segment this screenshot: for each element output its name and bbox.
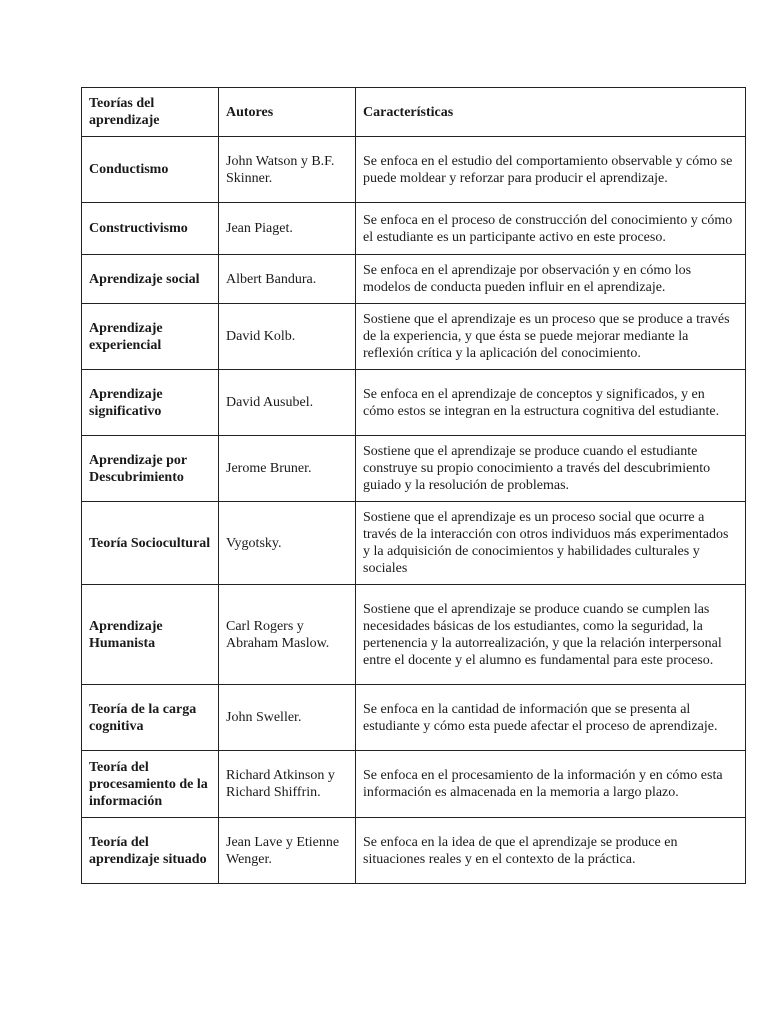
characteristics-cell: Se enfoca en la cantidad de información que se presenta al estudiante y cómo esta puede afectar el proceso de aprendizaje. bbox=[356, 685, 746, 751]
characteristics-cell: Sostiene que el aprendizaje se produce cuando se cumplen las necesidades básicas de los estudiantes, como la seguridad, la pertenencia y la autorrealización, y que la relación interpersonal entre el docente y el alumno es fundamental para este proceso. bbox=[356, 585, 746, 685]
characteristics-cell: Sostiene que el aprendizaje es un proceso que se produce a través de la experiencia, y que ésta se puede mejorar mediante la reflexión crítica y la aplicación del conocimiento. bbox=[356, 304, 746, 370]
header-characteristics: Características bbox=[356, 88, 746, 137]
characteristics-cell: Se enfoca en el estudio del comportamiento observable y cómo se puede moldear y reforzar para producir el aprendizaje. bbox=[356, 137, 746, 203]
theory-cell: Teoría del procesamiento de la información bbox=[82, 751, 219, 818]
header-authors: Autores bbox=[219, 88, 356, 137]
table-row bbox=[82, 751, 746, 818]
authors-cell: Jean Piaget. bbox=[219, 203, 356, 255]
authors-cell: Jean Lave y Etienne Wenger. bbox=[219, 818, 356, 884]
header-row bbox=[82, 88, 746, 137]
authors-cell: Carl Rogers y Abraham Maslow. bbox=[219, 585, 356, 685]
authors-cell: John Sweller. bbox=[219, 685, 356, 751]
theory-cell: Constructivismo bbox=[82, 203, 219, 255]
theory-cell: Aprendizaje por Descubrimiento bbox=[82, 436, 219, 502]
learning-theories-table bbox=[81, 87, 746, 884]
authors-cell: Jerome Bruner. bbox=[219, 436, 356, 502]
table-row bbox=[82, 685, 746, 751]
table-row bbox=[82, 818, 746, 884]
theory-cell: Conductismo bbox=[82, 137, 219, 203]
authors-cell: Albert Bandura. bbox=[219, 255, 356, 304]
theory-cell: Teoría Sociocultural bbox=[82, 502, 219, 585]
table-row bbox=[82, 255, 746, 304]
authors-cell: David Ausubel. bbox=[219, 370, 356, 436]
authors-cell: Vygotsky. bbox=[219, 502, 356, 585]
authors-cell: John Watson y B.F. Skinner. bbox=[219, 137, 356, 203]
header-theories: Teorías del aprendizaje bbox=[82, 88, 219, 137]
table-header bbox=[82, 88, 746, 137]
table-body bbox=[82, 137, 746, 884]
table-row bbox=[82, 502, 746, 585]
table-row bbox=[82, 137, 746, 203]
table-row bbox=[82, 370, 746, 436]
table-row bbox=[82, 304, 746, 370]
theory-cell: Aprendizaje social bbox=[82, 255, 219, 304]
characteristics-cell: Sostiene que el aprendizaje es un proceso social que ocurre a través de la interacción con otros individuos más experimentados y la adquisición de conocimientos y habilidades culturales y sociales bbox=[356, 502, 746, 585]
characteristics-cell: Se enfoca en la idea de que el aprendizaje se produce en situaciones reales y en el contexto de la práctica. bbox=[356, 818, 746, 884]
characteristics-cell: Se enfoca en el aprendizaje por observación y en cómo los modelos de conducta pueden influir en el aprendizaje. bbox=[356, 255, 746, 304]
characteristics-cell: Se enfoca en el proceso de construcción del conocimiento y cómo el estudiante es un participante activo en este proceso. bbox=[356, 203, 746, 255]
table-row bbox=[82, 585, 746, 685]
authors-cell: David Kolb. bbox=[219, 304, 356, 370]
table-row bbox=[82, 203, 746, 255]
authors-cell: Richard Atkinson y Richard Shiffrin. bbox=[219, 751, 356, 818]
theory-cell: Teoría de la carga cognitiva bbox=[82, 685, 219, 751]
theory-cell: Aprendizaje significativo bbox=[82, 370, 219, 436]
characteristics-cell: Se enfoca en el aprendizaje de conceptos y significados, y en cómo estos se integran en la estructura cognitiva del estudiante. bbox=[356, 370, 746, 436]
characteristics-cell: Se enfoca en el procesamiento de la información y en cómo esta información es almacenada en la memoria a largo plazo. bbox=[356, 751, 746, 818]
theory-cell: Teoría del aprendizaje situado bbox=[82, 818, 219, 884]
theory-cell: Aprendizaje experiencial bbox=[82, 304, 219, 370]
characteristics-cell: Sostiene que el aprendizaje se produce cuando el estudiante construye su propio conocimiento a través del descubrimiento guiado y la resolución de problemas. bbox=[356, 436, 746, 502]
theory-cell: Aprendizaje Humanista bbox=[82, 585, 219, 685]
table-row bbox=[82, 436, 746, 502]
